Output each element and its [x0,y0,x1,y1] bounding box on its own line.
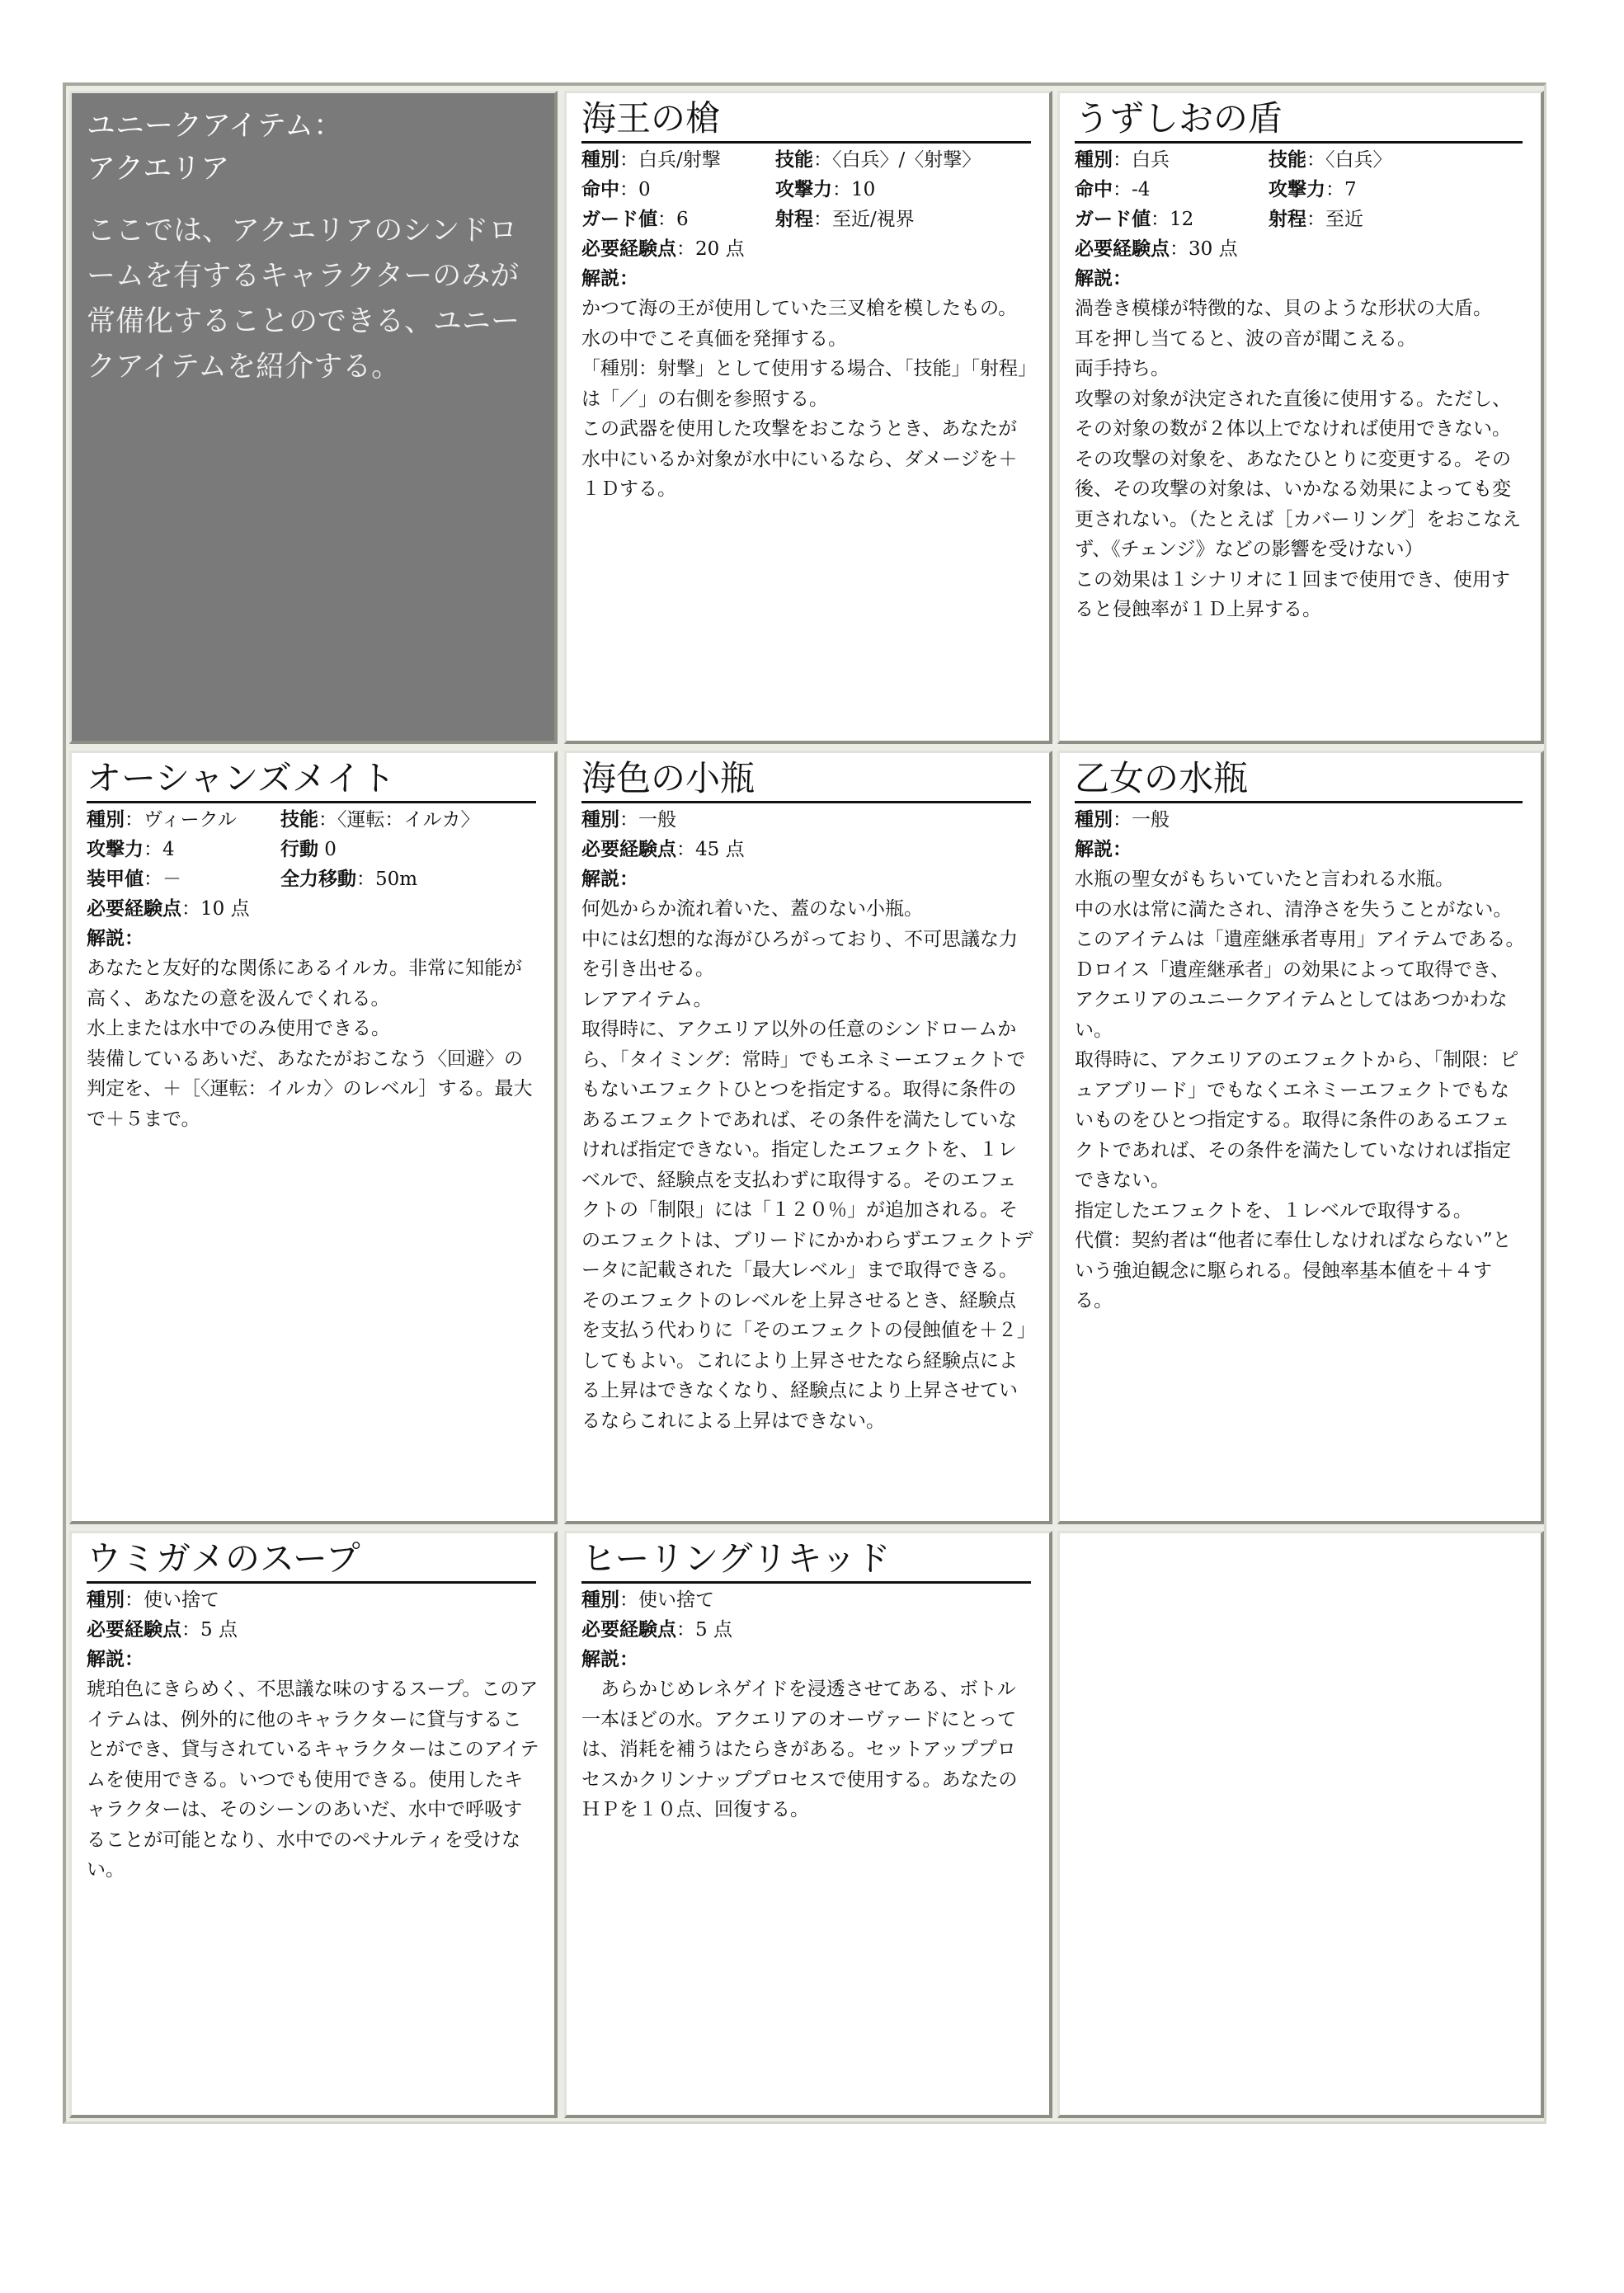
item-card [1057,751,1544,1524]
item-title: 乙女の水瓶 [1075,758,1523,803]
stat-row [1075,234,1526,264]
stat-value: ：〈白兵〉 [1306,149,1392,171]
description-paragraph: 両手持ち。 [1075,358,1170,379]
description-paragraph: 代償：契約者は“他者に奉仕しなければならない”という強迫観念に駆られる。侵蝕率基本値を＋４する。 [1075,1230,1512,1311]
stat-row [87,894,539,924]
intro-title-line1: ユニークアイテム： [87,110,343,143]
stat-field [581,234,745,264]
description-paragraph: 取得時に、アクエリアのエフェクトから、「制限：ピュアブリード」でもなくエネミーエフェクトでもないものをひとつ指定する。取得に条件のあるエフェクトであれば、その条件を満たしていなければ指定できない。 [1075,1049,1519,1191]
stat-value: 0 [318,839,337,860]
stat-label: 攻撃力 [1269,179,1325,200]
stat-row [581,835,1034,864]
stat-row [1075,175,1526,205]
description-paragraph: 中には幻想的な海がひろがっており、不可思議な力を引き出せる。 [581,928,1018,980]
stat-field [775,175,875,205]
stat-row [581,175,1034,205]
stat-row [1075,145,1526,175]
description-paragraph: 水上または水中でのみ使用できる。 [87,1018,390,1039]
stat-row [581,205,1034,234]
description-paragraph: この効果は１シナリオに１回まで使用でき、使用すると侵蝕率が１Ｄ上昇する。 [1075,568,1510,620]
description-paragraph: この武器を使用した攻撃をおこなうとき、あなたが水中にいるか対象が水中にいるなら、ダメージを＋１Ｄする。 [581,418,1018,500]
item-card [564,1531,1052,2118]
stat-row [87,835,539,864]
stat-field [280,864,417,894]
stat-field [1269,205,1363,234]
description-label: 解説： [87,928,144,949]
stat-field [1075,234,1238,264]
item-card [564,751,1052,1524]
stat-value: ：〈白兵〉/〈射撃〉 [813,149,981,171]
item-card-inner [72,1533,554,1886]
description-paragraph: 「種別：射撃」として使用する場合、「技能」「射程」は「／」の右側を参照する。 [581,358,1028,410]
stat-row [581,1615,1034,1645]
stat-value: ：ヴィークル [125,809,237,831]
description-paragraph: かつて海の王が使用していた三叉槍を模したもの。 [581,298,1018,319]
item-card-inner [72,753,554,1134]
item-title: 海王の槍 [581,98,1031,144]
item-card-inner [1060,93,1541,625]
description-text [581,294,1034,505]
stat-field [581,205,775,234]
description-paragraph: 何処からか流れ着いた、蓋のない小瓶。 [581,898,923,920]
stat-label: ガード値 [581,209,657,230]
stat-field [87,835,280,864]
description-paragraph: 琥珀色にきらめく、不思議な味のするスープ。このアイテムは、例外的に他のキャラクターに貸与することができ、貸与されているキャラクターはこのアイテムを使用できる。いつでも使用できる。使用したキャラクターは、そのシーンのあいだ、水中で呼吸することが可能となり、水中でのペナルティを受けない。 [87,1679,539,1881]
stat-row [1075,205,1526,234]
intro-panel [69,91,558,744]
description-label: 解説： [1075,268,1132,290]
item-card [69,1531,558,2118]
description-paragraph: このアイテムは「遺産継承者専用」アイテムである。Ｄロイス「遺産継承者」の効果によって取得でき、アクエリアのユニークアイテムとしてはあつかわない。 [1075,929,1525,1041]
description-paragraph: あらかじめレネゲイドを浸透させてある、ボトル一本ほどの水。アクエリアのオーヴァードにとっては、消耗を補うはたらきがある。セットアッププロセスかクリンナッププロセスで使用する。あなたのＨＰを１０点、回復する。 [581,1679,1018,1820]
description-label: 解説： [87,1649,144,1670]
description-label: 解説： [581,268,638,290]
description-paragraph: 装備しているあいだ、あなたがおこなう〈回避〉の判定を、＋［〈運転：イルカ〉のレベル］する。最大で＋５まで。 [87,1048,533,1130]
stat-value: ：4 [144,839,175,860]
description-text [581,1674,1034,1825]
item-title: うずしおの盾 [1075,98,1523,144]
description-paragraph: 水瓶の聖女がもちいていたと言われる水瓶。 [1075,869,1454,890]
stat-row [581,805,1034,835]
stat-label: 必要経験点 [581,238,676,260]
description-paragraph: レアアイテム。 [581,988,713,1010]
stat-label: 必要経験点 [1075,238,1170,260]
stat-label: 装甲値 [87,869,144,890]
item-card-inner [567,1533,1049,1825]
stat-field [1075,805,1170,835]
stat-label: 必要経験点 [87,898,181,920]
stat-field [280,805,480,835]
description-text [1075,294,1526,625]
stat-label: 攻撃力 [87,839,144,860]
stat-field [775,205,915,234]
stat-label: 必要経験点 [581,839,676,860]
stat-field [280,835,337,864]
item-card [69,751,558,1524]
item-card-inner [567,753,1049,1436]
description-paragraph: 攻撃の対象が決定された直後に使用する。ただし、その対象の数が２体以上でなければ使用できない。その攻撃の対象を、あなたひとりに変更する。その後、その攻撃の対象は、いかなる効果によっても変更されない。（たとえば［カバーリング］をおこなえず、《チェンジ》などの影響を受けない） [1075,388,1522,560]
stat-field [1269,145,1392,175]
stat-value: ：45 点 [676,839,745,860]
stat-label: 射程 [1269,209,1306,230]
intro-body: ここでは、アクエリアのシンドロームを有するキャラクターのみが常備化することのできる、ユニークアイテムを紹介する。 [87,214,520,384]
stat-value: ：使い捨て [125,1589,219,1611]
description-paragraph: 水の中でこそ真価を発揮する。 [581,327,847,350]
stat-value: ：白兵/射撃 [619,149,721,171]
stat-row [87,864,539,894]
stat-row [87,1615,539,1645]
stat-label: 攻撃力 [775,179,832,200]
stat-label: 必要経験点 [581,1619,676,1641]
stat-field [1075,175,1269,205]
description-text [581,894,1034,1436]
stat-field [87,1615,238,1645]
description-text [87,953,539,1134]
description-text [1075,864,1526,1316]
stat-label: 射程 [775,209,813,230]
stat-value: ：12 [1151,209,1194,230]
stat-row [87,805,539,835]
stat-label: 種別 [87,1589,125,1611]
stat-label: 技能 [775,149,813,171]
stat-value: ：10 点 [181,898,250,920]
description-paragraph: あなたと友好的な関係にあるイルカ。非常に知能が高く、あなたの意を汲んでくれる。 [87,958,523,1010]
stat-label: 必要経験点 [87,1619,181,1641]
stat-value: ：30 点 [1170,238,1238,260]
description-text [87,1674,539,1886]
stat-field [1075,145,1269,175]
stat-field [581,805,676,835]
item-title: 海色の小瓶 [581,758,1031,803]
stat-value: ：使い捨て [619,1589,714,1611]
description-paragraph: 中の水は常に満たされ、清浄さを失うことがない。 [1075,898,1513,920]
stat-row [581,234,1034,264]
stat-value: ：－ [144,869,181,890]
item-card [1057,91,1544,744]
stat-field [581,835,745,864]
item-title: オーシャンズメイト [87,758,536,803]
stat-field [1269,175,1357,205]
stat-value: ：10 [832,179,876,200]
stat-field [581,175,775,205]
stat-label: 種別 [1075,149,1113,171]
stat-value: ：20 点 [676,238,745,260]
stat-field [87,864,280,894]
stat-value: ：一般 [1113,809,1170,831]
description-label: 解説： [1075,839,1132,860]
description-paragraph: 取得時に、アクエリア以外の任意のシンドロームから、「タイミング：常時」でもエネミーエフェクトでもないエフェクトひとつを指定する。取得に条件のあるエフェクトであれば、その条件を満たしていなければ指定できない。指定したエフェクトを、１レベルで、経験点を支払わずに取得する。そのエフェクトの「制限」には「１２０％」が追加される。そのエフェクトは、ブリードにかかわらずエフェクトデータに記載された「最大レベル」まで取得できる。そのエフェクトのレベルを上昇させるとき、経験点を支払う代わりに「そのエフェクトの侵蝕値を＋２」してもよい。これにより上昇させたなら経験点による上昇はできなくなり、経験点により上昇させているならこれによる上昇はできない。 [581,1019,1033,1432]
stat-field [581,1615,732,1645]
stat-value: ：0 [619,179,651,200]
stat-field [1075,205,1269,234]
stat-value: ：7 [1325,179,1357,200]
stat-row [87,1585,539,1615]
stat-label: 種別 [581,1589,619,1611]
item-card-inner [567,93,1049,505]
stat-label: 行動 [280,839,318,860]
stat-label: 種別 [87,809,125,831]
empty-card [1057,1531,1544,2118]
stat-row [1075,805,1526,835]
stat-value: ：白兵 [1113,149,1170,171]
item-title: ウミガメのスープ [87,1538,536,1584]
stat-value: ：〈運転：イルカ〉 [318,809,480,831]
description-paragraph: 渦巻き模様が特徴的な、貝のような形状の大盾。 [1075,298,1492,319]
stat-label: 命中 [1075,179,1113,200]
item-grid [63,82,1546,2124]
stat-field [581,145,775,175]
stat-label: 技能 [280,809,318,831]
stat-label: 命中 [581,179,619,200]
stat-field [581,1585,714,1615]
item-card [564,91,1052,744]
stat-row [581,1585,1034,1615]
stat-value: ：一般 [619,809,676,831]
description-paragraph: 指定したエフェクトを、１レベルで取得する。 [1075,1199,1472,1222]
intro-title-line2: アクエリア [87,153,230,186]
stat-label: 全力移動 [280,869,356,890]
stat-label: 種別 [581,809,619,831]
stat-value: ：5 点 [181,1619,238,1641]
stat-value: ：6 [657,209,689,230]
description-label: 解説： [581,869,638,890]
stat-field [87,805,280,835]
stat-label: 種別 [1075,809,1113,831]
stat-label: ガード値 [1075,209,1151,230]
stat-field [87,894,250,924]
stat-label: 技能 [1269,149,1306,171]
stat-value: ：5 点 [676,1619,732,1641]
item-card-inner [1060,753,1541,1316]
stat-value: ：至近 [1306,209,1363,230]
item-title: ヒーリングリキッド [581,1538,1031,1584]
stat-row [581,145,1034,175]
stat-field [775,145,981,175]
stat-field [87,1585,219,1615]
stat-value: ：至近/視界 [813,209,915,230]
stat-label: 種別 [581,149,619,171]
stat-value: ：-4 [1113,179,1151,200]
stat-value: ：50m [356,869,418,890]
description-paragraph: 耳を押し当てると、波の音が聞こえる。 [1075,327,1416,350]
description-label: 解説： [581,1649,638,1670]
